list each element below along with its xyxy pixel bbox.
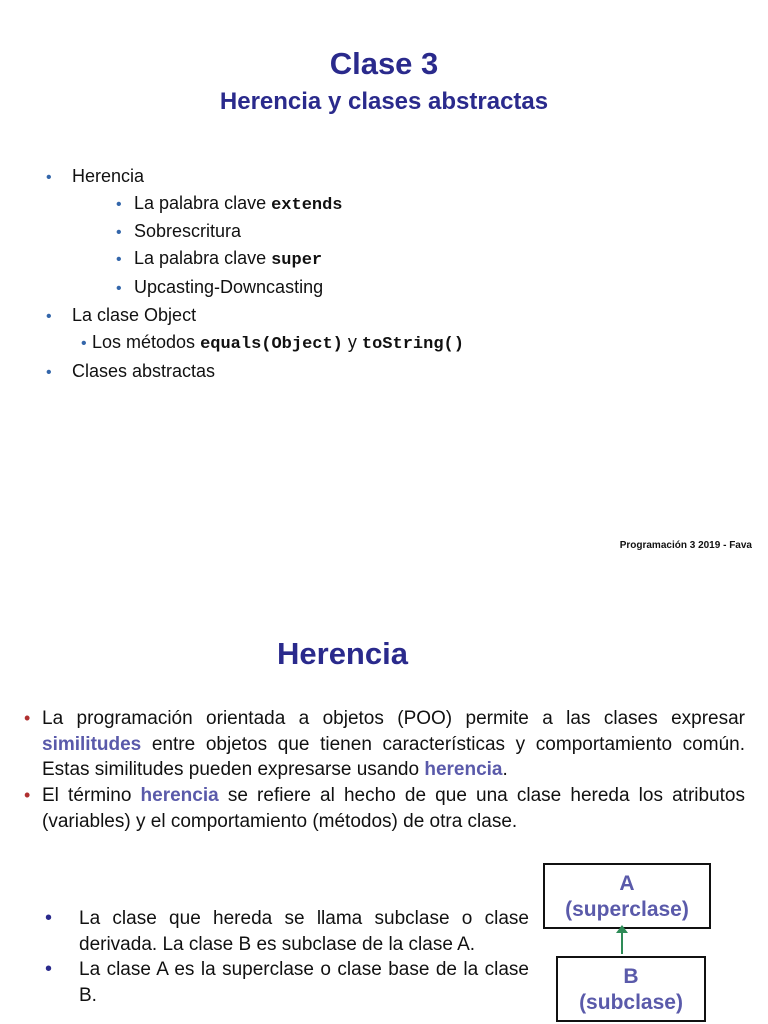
bullet-subclase: • La clase que hereda se llama subclase o clase derivada. La clase B es subclase de la clase A.	[45, 907, 529, 955]
paragraph-poo: • La programación orientada a objetos (POO) permite a las clases expresar similitudes entre objetos que tienen características y comportamiento común. Estas similitudes pueden expresarse usando herencia.	[24, 708, 745, 780]
bullet-extends: • La palabra clave extends	[116, 193, 343, 215]
bullet-superclase: • La clase A es la superclase o clase base de la clase B.	[45, 958, 529, 1006]
highlight-similitudes: similitudes	[42, 733, 142, 755]
slide-2-title: Herencia	[277, 636, 408, 671]
inheritance-arrow	[621, 930, 623, 954]
highlight-herencia-2: herencia	[140, 785, 219, 806]
bullet-clase-object: • La clase Object	[46, 305, 197, 325]
slide-footer: Programación 3 2019 - Fava	[619, 540, 752, 551]
bullet-sobrescritura: • Sobrescritura	[116, 221, 242, 241]
bullet-clases-abstractas: • Clases abstractas	[46, 361, 216, 381]
subclass-box: B (subclase)	[556, 956, 706, 1022]
superclass-box: A (superclase)	[543, 863, 711, 929]
bullet-super: • La palabra clave super	[116, 248, 323, 270]
bullet-herencia: • Herencia	[46, 166, 145, 186]
bullet-upcasting: • Upcasting-Downcasting	[116, 277, 324, 297]
highlight-herencia: herencia	[424, 759, 503, 780]
paragraph-termino-herencia: • El término herencia se refiere al hecho de que una clase hereda los atributos (variables) y el comportamiento (métodos) de otra clase.	[24, 785, 745, 832]
slide-title: Clase 3	[329, 46, 439, 81]
bullet-metodos: • Los métodos equals(Object) y toString()	[81, 332, 464, 354]
slide-subtitle: Herencia y clases abstractas	[219, 88, 549, 115]
